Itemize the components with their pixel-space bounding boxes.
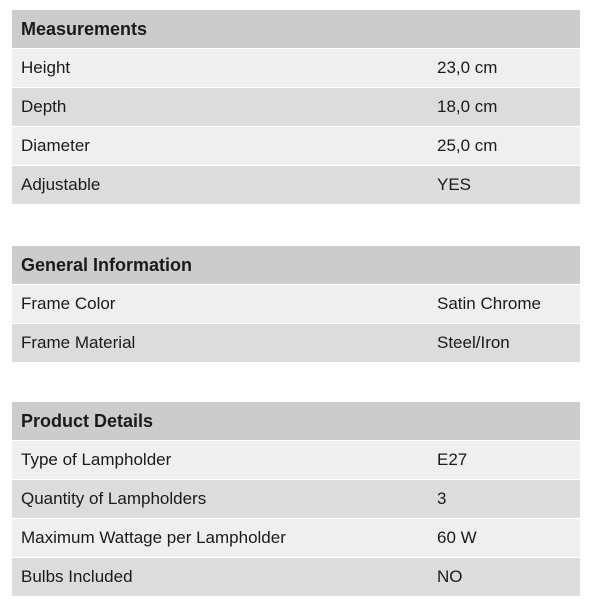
row-label: Adjustable — [21, 175, 101, 194]
table-row — [12, 166, 580, 205]
table-row — [12, 285, 580, 324]
row-value: 25,0 cm — [437, 136, 498, 155]
section-title: General Information — [12, 246, 580, 285]
product-details-table — [12, 402, 580, 597]
row-label: Bulbs Included — [21, 567, 133, 586]
row-label: Quantity of Lampholders — [21, 489, 207, 508]
row-label: Diameter — [21, 136, 90, 155]
section-title: Product Details — [12, 402, 580, 441]
table-row — [12, 324, 580, 363]
measurements-table — [12, 10, 580, 205]
row-value: 60 W — [437, 528, 477, 547]
row-label: Height — [21, 58, 71, 77]
general-information-table — [12, 246, 580, 363]
row-label: Frame Material — [21, 333, 136, 352]
row-label: Type of Lampholder — [21, 450, 172, 469]
table-row — [12, 480, 580, 519]
row-value: 3 — [437, 489, 447, 508]
row-value: NO — [437, 567, 463, 586]
row-value: E27 — [437, 450, 468, 469]
row-value: 18,0 cm — [437, 97, 498, 116]
row-value: Satin Chrome — [437, 294, 541, 313]
row-value: YES — [437, 175, 472, 194]
table-row — [12, 88, 580, 127]
table-row — [12, 558, 580, 597]
table-row — [12, 49, 580, 88]
row-label: Maximum Wattage per Lampholder — [21, 528, 286, 547]
row-label: Frame Color — [21, 294, 116, 313]
table-row — [12, 127, 580, 166]
row-label: Depth — [21, 97, 67, 116]
row-value: Steel/Iron — [437, 333, 510, 352]
table-row — [12, 441, 580, 480]
section-title: Measurements — [12, 10, 580, 49]
table-row — [12, 519, 580, 558]
row-value: 23,0 cm — [437, 58, 498, 77]
